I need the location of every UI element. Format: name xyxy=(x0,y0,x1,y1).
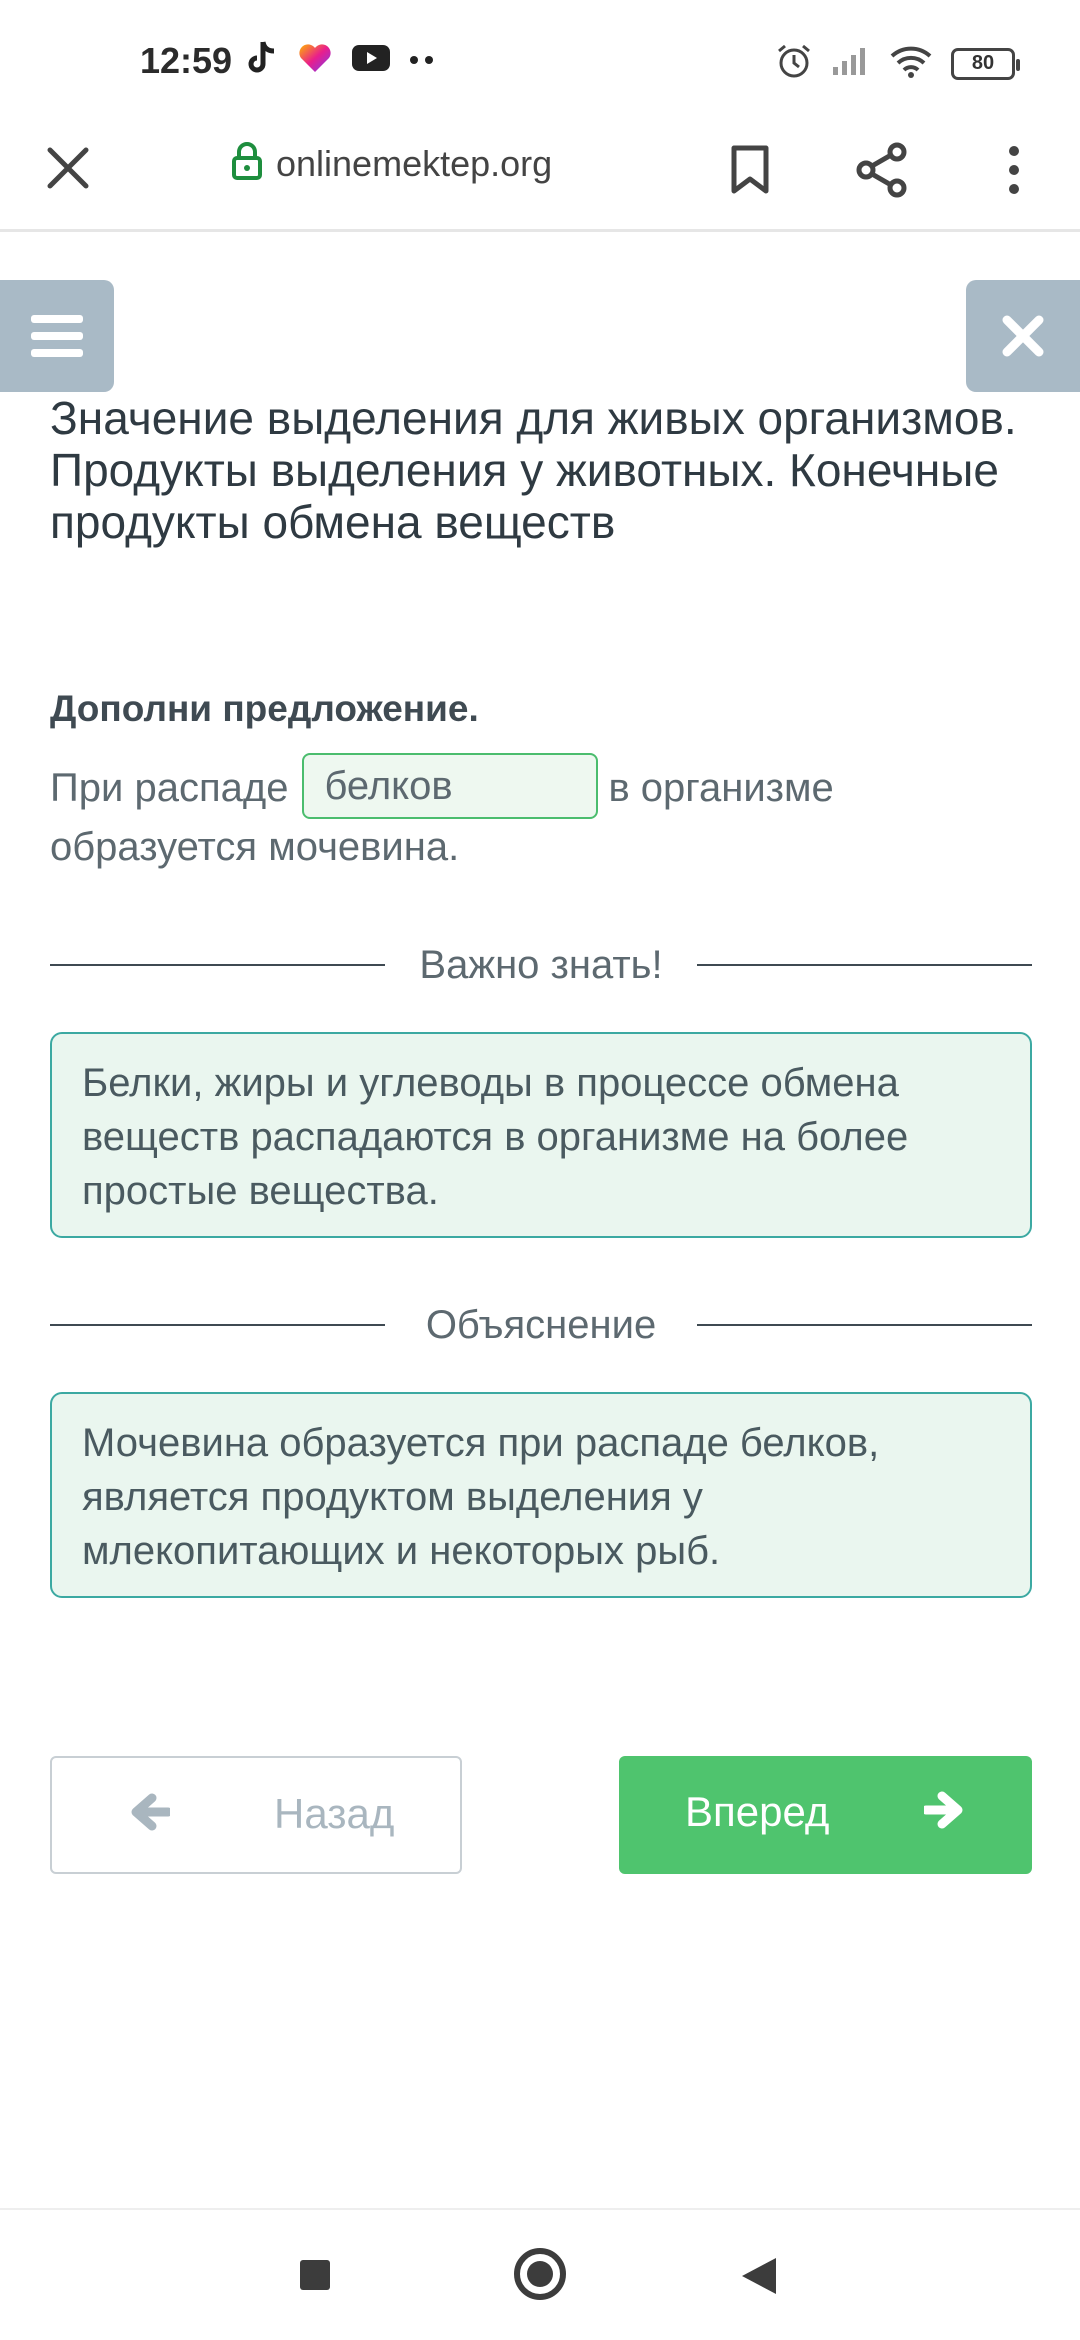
close-lesson-button[interactable] xyxy=(966,280,1080,392)
next-label: Вперед xyxy=(685,1788,830,1835)
share-icon[interactable] xyxy=(852,140,912,200)
important-label: Важно знать! xyxy=(419,943,663,987)
answer-field[interactable]: белков xyxy=(302,753,598,819)
wifi-icon xyxy=(889,44,933,83)
lesson-title: Значение выделения для живых организмов. Продукты выделения у животных. Конечные продукты обмена веществ xyxy=(50,392,1017,548)
menu-button[interactable] xyxy=(0,280,114,392)
sentence-after: в организме образуется мочевина. xyxy=(50,766,834,870)
home-icon[interactable] xyxy=(514,2248,566,2300)
heart-app-icon xyxy=(297,42,333,79)
instruction-text: Дополни предложение. xyxy=(50,688,479,729)
back-triangle-icon[interactable] xyxy=(742,2258,776,2294)
close-tab-icon[interactable] xyxy=(38,138,98,198)
signal-icon xyxy=(831,45,871,82)
alarm-icon xyxy=(775,42,813,85)
explanation-divider xyxy=(50,1300,1032,1350)
lock-icon xyxy=(232,142,262,185)
more-dots-icon xyxy=(409,52,435,70)
back-button[interactable] xyxy=(50,1756,462,1874)
explanation-box xyxy=(50,1392,1032,1598)
back-label: Назад xyxy=(274,1790,395,1837)
explanation-label: Объяснение xyxy=(425,1303,657,1347)
more-vert-icon[interactable] xyxy=(984,140,1044,200)
close-icon xyxy=(1001,314,1045,358)
tiktok-icon xyxy=(245,40,279,81)
sentence-before: При распаде xyxy=(50,766,289,810)
next-button[interactable] xyxy=(619,1756,1032,1874)
browser-toolbar xyxy=(0,120,1080,232)
explanation-text: Мочевина образуется при распаде белков, является продуктом выделения у млекопитающих и некоторых рыб. xyxy=(82,1421,880,1573)
system-nav-bar xyxy=(0,2208,1080,2340)
fill-in-sentence xyxy=(50,760,1030,875)
status-time: 12:59 xyxy=(140,40,233,81)
important-box xyxy=(50,1032,1032,1238)
youtube-icon xyxy=(351,43,391,78)
bookmark-icon[interactable] xyxy=(720,140,780,200)
arrow-right-icon xyxy=(924,1790,964,1835)
arrow-left-icon xyxy=(130,1792,170,1837)
important-text: Белки, жиры и углеводы в процессе обмена веществ распадаются в организме на более простые вещества. xyxy=(82,1061,909,1213)
status-left-icons xyxy=(245,40,435,81)
url-text: onlinemektep.org xyxy=(276,142,553,184)
important-divider xyxy=(50,940,1032,990)
battery-icon: 80 xyxy=(951,48,1015,80)
url-bar[interactable] xyxy=(232,142,552,185)
status-bar xyxy=(0,0,1080,120)
recents-icon[interactable] xyxy=(300,2260,330,2290)
hamburger-icon xyxy=(31,315,83,323)
status-right-icons xyxy=(775,42,1015,85)
